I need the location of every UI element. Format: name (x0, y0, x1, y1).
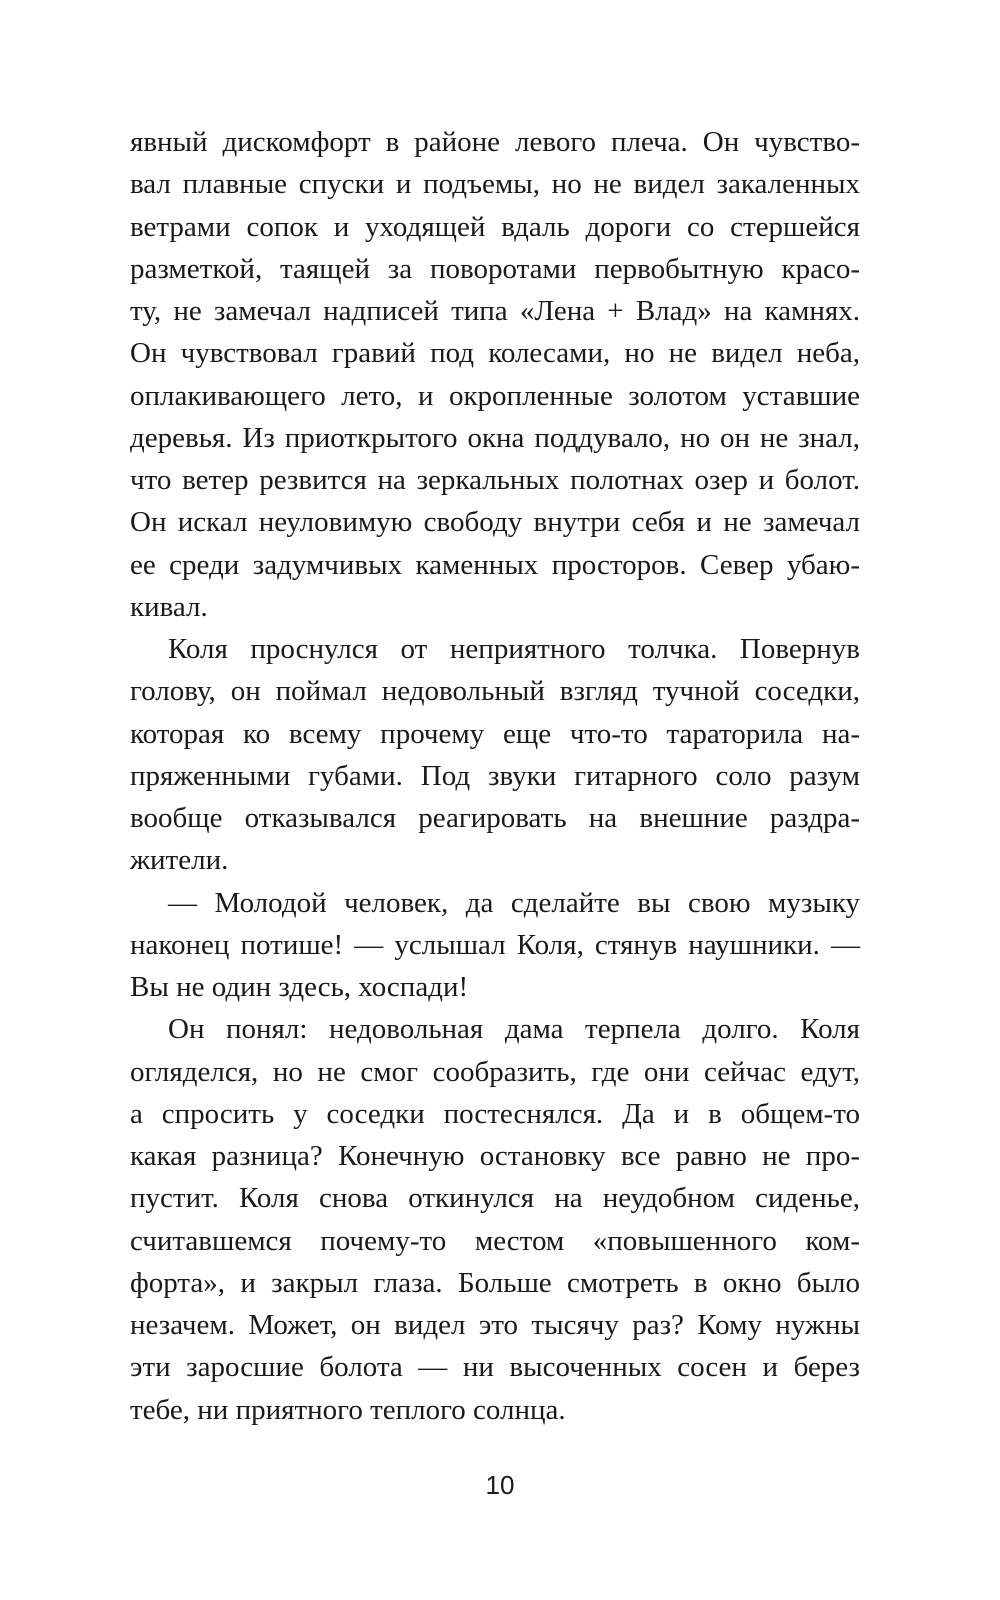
text-line: Он понял: недовольная дама терпела долго. Коля (168, 1013, 860, 1046)
text-line: оплакивающего лето, и окропленные золотом уставшие (130, 379, 860, 412)
text-line: пряженными губами. Под звуки гитарного соло разум (130, 759, 860, 792)
text-line: огляделся, но не смог сообразить, где они сейчас едут, (130, 1055, 860, 1088)
text-line: считавшемся почему-то местом «повышенного ком- (130, 1224, 860, 1257)
text-line: пустит. Коля снова откинулся на неудобном сиденье, (130, 1182, 860, 1215)
text-line: ее среди задумчивых каменных просторов. Север убаю- (130, 548, 860, 581)
text-line: которая ко всему прочему еще что-то тараторила на- (130, 717, 860, 750)
text-line: Он чувствовал гравий под колесами, но не видел неба, (130, 337, 860, 370)
text-line: кивал. (130, 590, 208, 623)
paragraph-4 (130, 1008, 860, 1431)
body-text (130, 121, 860, 1431)
text-line: наконец потише! — услышал Коля, стянув наушники. — (130, 928, 860, 961)
text-line: ту, не замечал надписей типа «Лена + Влад» на камнях. (130, 295, 860, 327)
paragraph-3 (130, 882, 860, 1009)
text-line: голову, он поймал недовольный взгляд тучной соседки, (130, 675, 860, 708)
paragraph-2 (130, 628, 860, 882)
text-line: Он искал неуловимую свободу внутри себя и не замечал (130, 506, 860, 539)
text-line: эти заросшие болота — ни высоченных сосен и берез (130, 1351, 860, 1384)
text-line: форта», и закрыл глаза. Больше смотреть в окно было (130, 1266, 860, 1299)
text-line: вал плавные спуски и подъемы, но не видел закаленных (130, 168, 860, 201)
text-line: вообще отказывался реагировать на внешние раздра- (130, 802, 860, 834)
text-line: — Молодой человек, да сделайте вы свою музыку (168, 886, 860, 919)
text-line: Вы не один здесь, хоспади! (130, 971, 469, 1003)
text-line: жители. (130, 844, 229, 877)
page-number: 10 (485, 1470, 515, 1500)
text-line: Коля проснулся от неприятного толчка. Повернув (168, 633, 860, 665)
text-line: незачем. Может, он видел это тысячу раз? Кому нужны (130, 1309, 860, 1341)
text-line: что ветер резвится на зеркальных полотнах озер и болот. (130, 464, 860, 496)
paragraph-1 (130, 121, 860, 628)
text-line: тебе, ни приятного теплого солнца. (130, 1393, 566, 1426)
text-line: деревья. Из приоткрытого окна поддувало, но он не знал, (130, 421, 860, 454)
text-line: а спросить у соседки постеснялся. Да и в общем-то (130, 1097, 860, 1130)
text-line: разметкой, таящей за поворотами первобытную красо- (130, 252, 860, 285)
text-line: какая разница? Конечную остановку все равно не про- (130, 1140, 860, 1172)
text-line: явный дискомфорт в районе левого плеча. Он чувство- (130, 126, 860, 158)
text-line: ветрами сопок и уходящей вдаль дороги со стершейся (130, 210, 860, 243)
